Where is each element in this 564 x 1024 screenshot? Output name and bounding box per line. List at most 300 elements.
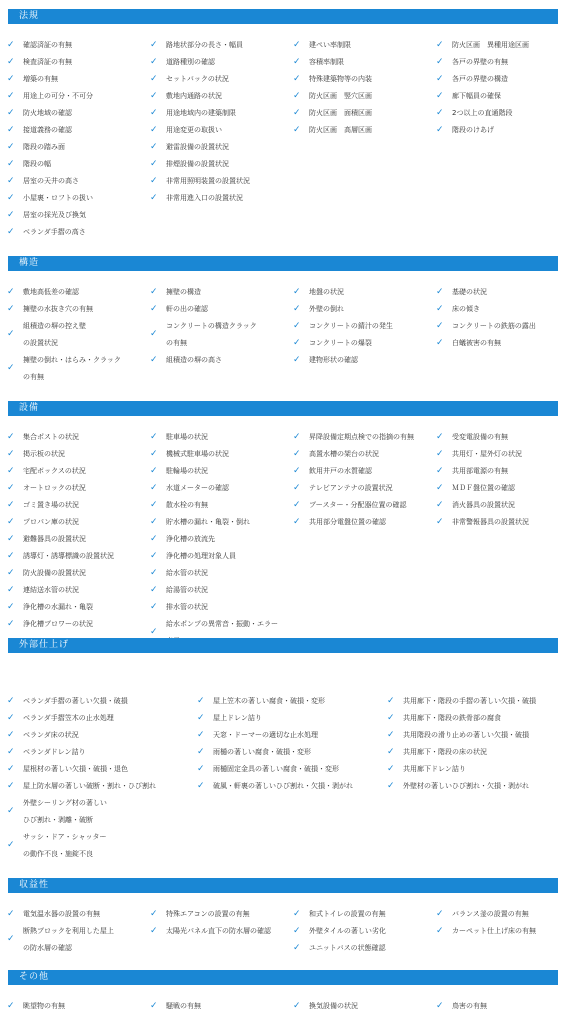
check-icon: ✓: [293, 108, 301, 118]
checklist-item: [7, 284, 79, 301]
checklist-item-label: 眺望物の有無: [23, 1002, 65, 1010]
checklist-item: [293, 998, 358, 1015]
checklist-item-label: 防火区画 異種用途区画: [452, 41, 529, 49]
checklist-item: [436, 105, 513, 122]
check-icon: ✓: [7, 40, 15, 50]
checklist-item: [150, 301, 208, 318]
checklist-item-label: 各戸の界壁の構造: [452, 75, 508, 83]
checklist-item-label: 接道義務の確認: [23, 126, 72, 134]
checklist-item: [150, 463, 208, 480]
checklist-item: [7, 318, 86, 352]
checklist-item-label: 飲用井戸の水質確認: [309, 467, 372, 475]
checklist-item-label: 検査済証の有無: [23, 58, 72, 66]
checklist-item: [150, 998, 201, 1015]
checklist-item: [7, 778, 156, 795]
checklist-item: [7, 88, 93, 105]
check-icon: ✓: [150, 193, 158, 203]
checklist-item: [436, 122, 494, 139]
checklist-item-label: オートロックの状況: [23, 484, 86, 492]
check-icon: ✓: [436, 287, 444, 297]
check-icon: ✓: [293, 338, 301, 348]
checklist-item-label: 容積率制限: [309, 58, 344, 66]
check-icon: ✓: [436, 926, 444, 936]
checklist-item-label: 外壁の倒れ: [309, 305, 344, 313]
check-icon: ✓: [197, 696, 205, 706]
check-icon: ✓: [150, 91, 158, 101]
checklist-item-label: 軒の出の確認: [166, 305, 208, 313]
check-icon: ✓: [436, 91, 444, 101]
check-icon: ✓: [7, 764, 15, 774]
checklist-item-label: コンクリートの構造クラック の有無: [166, 322, 257, 347]
checklist-item-label: セットバックの状況: [166, 75, 229, 83]
checklist-item-label: 防火区画 高層区画: [309, 126, 372, 134]
check-icon: ✓: [293, 57, 301, 67]
checklist-item: [7, 139, 65, 156]
checklist-item-label: 消火器具の設置状況: [452, 501, 515, 509]
check-icon: ✓: [436, 74, 444, 84]
checklist-item-label: 組積造の塀の高さ: [166, 356, 222, 364]
checklist-item-label: 給湯管の状況: [166, 586, 208, 594]
check-icon: ✓: [7, 747, 15, 757]
check-icon: ✓: [150, 142, 158, 152]
check-icon: ✓: [7, 363, 15, 373]
checklist-item: [436, 318, 536, 335]
checklist-item-label: 確認済証の有無: [23, 41, 72, 49]
checklist-item: [150, 906, 250, 923]
checklist-item: [293, 480, 393, 497]
check-icon: ✓: [436, 517, 444, 527]
checklist-item-label: ベランダ床の状況: [23, 731, 79, 739]
checklist-item-label: 床の傾き: [452, 305, 480, 313]
checklist-item-label: 居室の採光及び換気: [23, 211, 86, 219]
checklist-item: [7, 906, 100, 923]
checklist-item: [293, 37, 351, 54]
check-icon: ✓: [436, 449, 444, 459]
checklist-item-label: 電気温水器の設置の有無: [23, 910, 100, 918]
check-icon: ✓: [293, 74, 301, 84]
checklist-item: [436, 88, 501, 105]
check-icon: ✓: [150, 287, 158, 297]
checklist-item-label: 非常警報器具の設置状況: [452, 518, 529, 526]
checklist-item: [7, 599, 93, 616]
checklist-item: [150, 514, 250, 531]
checklist-item: [7, 616, 93, 633]
checklist-item-label: 雨樋の著しい腐食・破損・変形: [213, 748, 311, 756]
check-icon: ✓: [197, 781, 205, 791]
checklist-item-label: ブースター・分配器位置の確認: [309, 501, 407, 509]
checklist-item-label: 避難器具の設置状況: [23, 535, 86, 543]
checklist-item: [436, 463, 508, 480]
check-icon: ✓: [293, 483, 301, 493]
checklist-item-label: 廊下幅員の確保: [452, 92, 501, 100]
checklist-item: [150, 122, 222, 139]
checklist-item-label: 建物形状の確認: [309, 356, 358, 364]
checklist-item: [436, 37, 529, 54]
checklist-item: [293, 940, 386, 957]
checklist-item-label: ベランダ手摺の著しい欠損・破損: [23, 697, 128, 705]
checklist-item: [7, 71, 58, 88]
check-icon: ✓: [150, 432, 158, 442]
check-icon: ✓: [7, 304, 15, 314]
checklist-item-label: サッシ・ドア・シャッター の動作不良・施錠不良: [23, 833, 107, 858]
checklist-item-label: 昇降設備定期点検での指摘の有無: [309, 433, 414, 441]
checklist-item: [7, 761, 128, 778]
checklist-item: [7, 998, 65, 1015]
checklist-item-label: 擁壁の構造: [166, 288, 201, 296]
check-icon: ✓: [293, 40, 301, 50]
checklist-item: [293, 54, 344, 71]
check-icon: ✓: [7, 74, 15, 84]
checklist-item: [7, 514, 79, 531]
checklist-item: [7, 37, 72, 54]
checklist-item: [436, 301, 480, 318]
check-icon: ✓: [7, 57, 15, 67]
check-icon: ✓: [7, 176, 15, 186]
check-icon: ✓: [150, 602, 158, 612]
checklist-item: [293, 318, 393, 335]
checklist-item-label: コンクリートの錆汁の発生: [309, 322, 393, 330]
checklist-item: [197, 727, 318, 744]
check-icon: ✓: [436, 321, 444, 331]
checklist-item-label: 非常用進入口の設置状況: [166, 194, 243, 202]
checklist-item: [7, 446, 65, 463]
checklist-item-label: 排煙設備の設置状況: [166, 160, 229, 168]
checklist-item: [150, 446, 229, 463]
check-icon: ✓: [150, 159, 158, 169]
checklist-item: [7, 744, 86, 761]
check-icon: ✓: [7, 534, 15, 544]
check-icon: ✓: [197, 764, 205, 774]
check-icon: ✓: [293, 355, 301, 365]
checklist-item: [150, 284, 201, 301]
checklist-item: [150, 548, 236, 565]
checklist-item-label: 破風・軒裏の著しいひび割れ・欠損・剥がれ: [213, 782, 353, 790]
checklist-item: [150, 156, 229, 173]
check-icon: ✓: [150, 449, 158, 459]
check-icon: ✓: [150, 74, 158, 84]
checklist-item-label: 地盤の状況: [309, 288, 344, 296]
check-icon: ✓: [150, 1001, 158, 1011]
checklist-item: [150, 565, 208, 582]
checklist-item: [293, 352, 358, 369]
checklist-item: [293, 301, 344, 318]
checklist-item-label: 騒戦の有無: [166, 1002, 201, 1010]
checklist-item-label: 用途地域内の建築制限: [166, 109, 236, 117]
checklist-item-label: 用途変更の取扱い: [166, 126, 222, 134]
checklist-item-label: 基礎の状況: [452, 288, 487, 296]
checklist-item-label: 駐車場の状況: [166, 433, 208, 441]
checklist-item: [7, 156, 51, 173]
checklist-item-label: 外壁タイルの著しい劣化: [309, 927, 386, 935]
checklist-item-label: コンクリートの鉄筋の露出: [452, 322, 536, 330]
check-icon: ✓: [7, 193, 15, 203]
check-icon: ✓: [150, 909, 158, 919]
checklist-item: [7, 122, 72, 139]
checklist-item: [387, 778, 529, 795]
check-icon: ✓: [7, 713, 15, 723]
check-icon: ✓: [436, 466, 444, 476]
check-icon: ✓: [150, 534, 158, 544]
checklist-item: [387, 693, 536, 710]
check-icon: ✓: [7, 142, 15, 152]
checklist-item: [150, 318, 257, 352]
checklist-item-label: 宅配ボックスの状況: [23, 467, 86, 475]
checklist-item-label: 和式トイレの設置の有無: [309, 910, 386, 918]
checklist-item-label: 共用灯・屋外灯の状況: [452, 450, 522, 458]
check-icon: ✓: [387, 764, 395, 774]
check-icon: ✓: [150, 176, 158, 186]
checklist-item-label: 雨樋固定金具の著しい腐食・破損・変形: [213, 765, 339, 773]
checklist-item: [150, 105, 236, 122]
check-icon: ✓: [7, 483, 15, 493]
checklist-item-label: 居室の天井の高さ: [23, 177, 79, 185]
checklist-item: [293, 906, 386, 923]
checklist-item: [197, 761, 339, 778]
checklist-item-label: ベランダドレン詰り: [23, 748, 86, 756]
checklist-item-label: 誘導灯・誘導標識の設置状況: [23, 552, 114, 560]
checklist-item-label: 防火区画 竪穴区画: [309, 92, 372, 100]
checklist-item-label: 屋上防水層の著しい破断・割れ・ひび割れ: [23, 782, 156, 790]
check-icon: ✓: [7, 287, 15, 297]
section-header: その他: [8, 970, 558, 985]
check-icon: ✓: [7, 696, 15, 706]
check-icon: ✓: [150, 125, 158, 135]
checklist-item: [7, 693, 128, 710]
check-icon: ✓: [150, 926, 158, 936]
checklist-item: [293, 429, 414, 446]
check-icon: ✓: [7, 432, 15, 442]
checklist-item-label: 路地状部分の長さ・幅員: [166, 41, 243, 49]
checklist-item: [150, 173, 250, 190]
check-icon: ✓: [150, 304, 158, 314]
checklist-item: [150, 923, 271, 940]
checklist-item-label: 太陽光パネル直下の防水層の確認: [166, 927, 271, 935]
checklist-item-label: 小屋裏・ロフトの扱い: [23, 194, 93, 202]
checklist-item: [7, 105, 72, 122]
checklist-item: [7, 480, 86, 497]
checklist-item: [7, 497, 79, 514]
checklist-item: [7, 224, 86, 241]
checklist-item: [150, 429, 208, 446]
checklist-item-label: 2つ以上の直通階段: [452, 109, 513, 117]
check-icon: ✓: [7, 517, 15, 527]
checklist-item: [150, 71, 229, 88]
check-icon: ✓: [293, 466, 301, 476]
check-icon: ✓: [436, 500, 444, 510]
check-icon: ✓: [7, 91, 15, 101]
checklist-item: [7, 727, 79, 744]
checklist-item-label: 掲示板の状況: [23, 450, 65, 458]
checklist-item-label: 給水ポンプの異常音・振動・エラー: [166, 620, 278, 628]
checklist-item-label: 水道メーターの確認: [166, 484, 229, 492]
checklist-item: [293, 105, 372, 122]
check-icon: ✓: [293, 1001, 301, 1011]
check-icon: ✓: [7, 466, 15, 476]
checklist-item: [7, 548, 114, 565]
checklist-item-label: 白蟻被害の有無: [452, 339, 501, 347]
checklist-item: [387, 744, 487, 761]
check-icon: ✓: [150, 57, 158, 67]
checklist-item: [7, 531, 86, 548]
checklist-item-label: 外壁シーリング材の著しい ひび割れ・剥離・破断: [23, 799, 107, 824]
checklist-item: [197, 778, 353, 795]
checklist-item-label: 避雷設備の設置状況: [166, 143, 229, 151]
check-icon: ✓: [150, 551, 158, 561]
checklist-item-label: 鳥害の有無: [452, 1002, 487, 1010]
check-icon: ✓: [7, 551, 15, 561]
checklist-item-label: 外壁材の著しいひび割れ・欠損・剥がれ: [403, 782, 529, 790]
check-icon: ✓: [150, 568, 158, 578]
checklist-item: [387, 710, 501, 727]
checklist-item-label: 擁壁の倒れ・はらみ・クラック の有無: [23, 356, 121, 381]
checklist-item-label: コンクリートの爆裂: [309, 339, 372, 347]
checklist-item-label: 共用廊下・階段の手摺の著しい欠損・破損: [403, 697, 536, 705]
check-icon: ✓: [387, 713, 395, 723]
check-icon: ✓: [150, 355, 158, 365]
section-header: 収益性: [8, 878, 558, 893]
check-icon: ✓: [436, 304, 444, 314]
checklist-item-label: 防火地域の確認: [23, 109, 72, 117]
checklist-item: [7, 190, 93, 207]
check-icon: ✓: [436, 108, 444, 118]
checklist-item-label: 防火区画 面積区画: [309, 109, 372, 117]
check-icon: ✓: [7, 1001, 15, 1011]
checklist-item-label: 非常用照明装置の設置状況: [166, 177, 250, 185]
checklist-item: [436, 284, 487, 301]
checklist-item: [7, 207, 86, 224]
check-icon: ✓: [150, 483, 158, 493]
checklist-item-label: ＭＤＦ盤位置の確認: [452, 484, 515, 492]
section-header: 外部仕上げ: [8, 638, 558, 653]
checklist-item-label: バランス釜の設置の有無: [452, 910, 529, 918]
check-icon: ✓: [387, 696, 395, 706]
checklist-item-label: 階段の踏み面: [23, 143, 65, 151]
checklist-item: [293, 923, 386, 940]
checklist-item: [197, 693, 325, 710]
check-icon: ✓: [7, 730, 15, 740]
checklist-item: [293, 122, 372, 139]
check-icon: ✓: [7, 329, 15, 339]
check-icon: ✓: [436, 483, 444, 493]
checklist-item: [436, 998, 487, 1015]
checklist-item: [293, 463, 372, 480]
checklist-item-label: 増築の有無: [23, 75, 58, 83]
check-icon: ✓: [293, 449, 301, 459]
checklist-item-label: 擁壁の水抜き穴の有無: [23, 305, 93, 313]
check-icon: ✓: [7, 449, 15, 459]
check-icon: ✓: [293, 500, 301, 510]
checklist-item: [7, 173, 79, 190]
checklist-item: [7, 301, 93, 318]
checklist-item: [293, 88, 372, 105]
checklist-item-label: 換気設備の状況: [309, 1002, 358, 1010]
checklist-item-label: ベランダ手摺笠木の止水処理: [23, 714, 114, 722]
checklist-item-label: 階段の幅: [23, 160, 51, 168]
check-icon: ✓: [293, 125, 301, 135]
checklist-item: [436, 71, 508, 88]
checklist-item-label: 各戸の界壁の有無: [452, 58, 508, 66]
check-icon: ✓: [7, 568, 15, 578]
checklist-item-label: 高置水槽の架台の状況: [309, 450, 379, 458]
check-icon: ✓: [7, 806, 15, 816]
checklist-item: [436, 446, 522, 463]
checklist-item-label: 組積造の塀の控え壁 の設置状況: [23, 322, 86, 347]
checklist-item: [7, 565, 86, 582]
checklist-item-label: 屋上ドレン詰り: [213, 714, 262, 722]
checklist-item-label: 共用部電源の有無: [452, 467, 508, 475]
section-header: 構造: [8, 256, 558, 271]
check-icon: ✓: [7, 840, 15, 850]
checklist-item-label: 建ぺい率制限: [309, 41, 351, 49]
checklist-item: [197, 744, 311, 761]
check-icon: ✓: [150, 329, 158, 339]
check-icon: ✓: [436, 1001, 444, 1011]
check-icon: ✓: [7, 781, 15, 791]
checklist-item-label: 貯水槽の漏れ・亀裂・倒れ: [166, 518, 250, 526]
checklist-item-label: 共用廊下・階段の床の状況: [403, 748, 487, 756]
check-icon: ✓: [436, 909, 444, 919]
checklist-item: [436, 54, 508, 71]
check-icon: ✓: [150, 585, 158, 595]
checklist-item: [150, 531, 215, 548]
checklist-item: [293, 446, 379, 463]
checklist-item: [436, 429, 508, 446]
checklist-item-label: プロパン庫の状況: [23, 518, 79, 526]
check-icon: ✓: [150, 40, 158, 50]
checklist-item: [436, 923, 536, 940]
check-icon: ✓: [436, 125, 444, 135]
checklist-item: [7, 54, 72, 71]
checklist-item: [7, 352, 121, 386]
checklist-item-label: 断熱ブロックを利用した屋上 の防水層の確認: [23, 927, 114, 952]
check-icon: ✓: [7, 125, 15, 135]
check-icon: ✓: [293, 926, 301, 936]
checklist-item: [436, 497, 515, 514]
checklist-item-label: 共用廊下・階段の鉄骨部の腐食: [403, 714, 501, 722]
checklist-item-label: 給水管の状況: [166, 569, 208, 577]
checklist-item-label: 共用部分電盤位置の確認: [309, 518, 386, 526]
check-icon: ✓: [436, 40, 444, 50]
checklist-item-label: 防火設備の設置状況: [23, 569, 86, 577]
checklist-item: [387, 727, 529, 744]
checklist-item-label: ベランダ手摺の高さ: [23, 228, 86, 236]
checklist-item: [150, 190, 243, 207]
check-icon: ✓: [7, 210, 15, 220]
check-icon: ✓: [7, 585, 15, 595]
check-icon: ✓: [293, 321, 301, 331]
check-icon: ✓: [293, 432, 301, 442]
checklist-item-label: 駐輪場の状況: [166, 467, 208, 475]
checklist-item: [293, 71, 372, 88]
checklist-item-label: 連結送水管の状況: [23, 586, 79, 594]
check-icon: ✓: [7, 909, 15, 919]
checklist-item: [150, 352, 222, 369]
check-icon: ✓: [7, 500, 15, 510]
check-icon: ✓: [197, 747, 205, 757]
checklist-item: [150, 139, 229, 156]
checklist-item-label: 天窓・ドーマーの適切な止水処理: [213, 731, 318, 739]
checklist-item: [7, 795, 107, 829]
check-icon: ✓: [7, 159, 15, 169]
check-icon: ✓: [293, 517, 301, 527]
check-icon: ✓: [387, 747, 395, 757]
checklist-item: [150, 54, 215, 71]
checklist-item-label: 浄化槽の水漏れ・亀裂: [23, 603, 93, 611]
check-icon: ✓: [150, 627, 158, 637]
checklist-item: [197, 710, 262, 727]
checklist-item: [150, 37, 243, 54]
checklist-item: [436, 480, 515, 497]
